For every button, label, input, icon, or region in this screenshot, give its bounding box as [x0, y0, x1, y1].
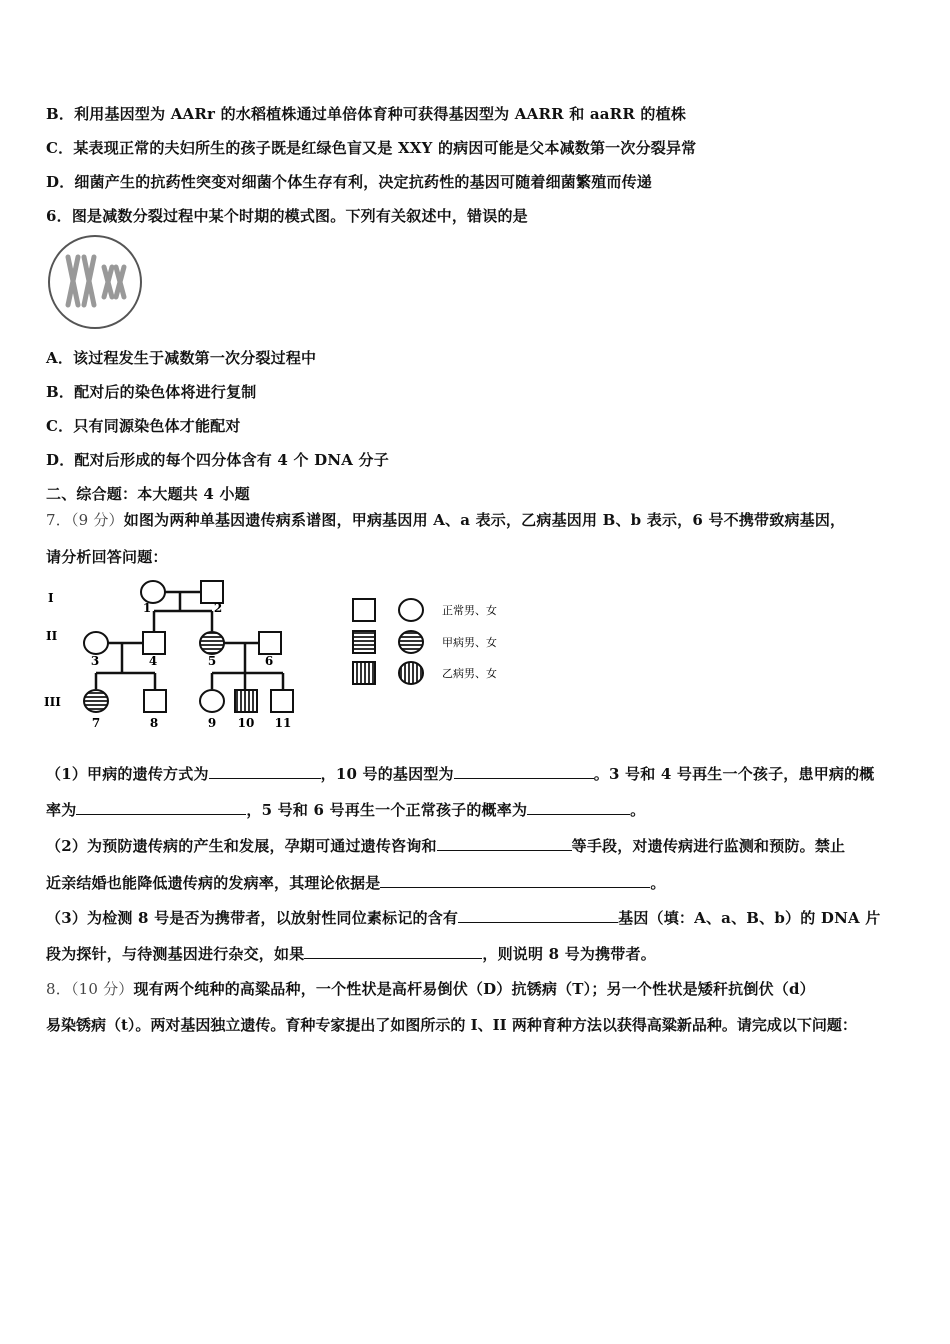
q5-option-c: C．某表现正常的夫妇所生的孩子既是红绿色盲又是 XXY 的病因可能是父本减数第一次分裂异常: [46, 139, 697, 157]
text-segment: 8．（10 分）: [46, 980, 134, 998]
q7-part1-line2: [46, 799, 645, 820]
text-segment: 等手段，对遗传病进行监测和预防。禁止: [571, 837, 846, 855]
q7-part3-line2: [46, 943, 656, 964]
id-label: 3: [90, 654, 100, 668]
legend-disease-b: 乙病男、女: [442, 667, 497, 680]
text-segment: （3）为检测 8 号是否为携带者，以放射性同位素标记的含有: [46, 909, 459, 927]
gen-label: II: [46, 629, 58, 643]
answer-blank[interactable]: [437, 836, 572, 851]
text-segment: 。: [630, 801, 646, 819]
individual-2: [201, 581, 223, 603]
text-segment: 。: [650, 874, 666, 892]
section-heading: 二、综合题：本大题共 4 小题: [46, 485, 250, 503]
text-segment: 如图为两种单基因遗传病系谱图，甲病基因用 A、a 表示，乙病基因用 B、b 表示，6 号不携带致病基因，: [123, 511, 846, 529]
id-label: 7: [91, 716, 101, 730]
individual-4: [143, 632, 165, 654]
text-segment: （1）甲病的遗传方式为: [46, 765, 209, 783]
id-label: 1: [142, 601, 152, 615]
individual-11: [271, 690, 293, 712]
text-segment: 基因（填：A、a、B、b）的 DNA 片: [618, 909, 881, 927]
q6-option-c: C．只有同源染色体才能配对: [46, 417, 241, 435]
id-label: 9: [207, 716, 217, 730]
legend-normal: 正常男、女: [442, 604, 497, 617]
q7-stem-cont: 请分析回答问题：: [46, 548, 168, 566]
q8-stem-cont: 易染锈病（t）。两对基因独立遗传。育种专家提出了如图所示的 I、II 两种育种方法以获得高粱新品种。请完成以下问题：: [46, 1016, 857, 1034]
text-segment: 率为: [46, 801, 77, 819]
q6-option-a: A．该过程发生于减数第一次分裂过程中: [46, 349, 317, 367]
individual-5: [200, 632, 224, 654]
q6-stem: 6．图是减数分裂过程中某个时期的模式图。下列有关叙述中，错误的是: [46, 207, 528, 225]
answer-blank[interactable]: [209, 764, 321, 779]
text-segment: ，则说明 8 号为携带者。: [482, 945, 656, 963]
gen-label: III: [44, 695, 61, 709]
text-segment: 7．（9 分）: [46, 511, 124, 529]
id-label: 4: [148, 654, 158, 668]
id-label: 5: [207, 654, 217, 668]
individual-8: [144, 690, 166, 712]
individual-10: [235, 690, 257, 712]
answer-blank[interactable]: [527, 800, 630, 815]
text-segment: ，10 号的基因型为: [320, 765, 454, 783]
individual-7: [84, 690, 108, 712]
q7-part2-line1: [46, 835, 845, 856]
individual-1: [141, 581, 165, 603]
text-segment: ，5 号和 6 号再生一个正常孩子的概率为: [246, 801, 528, 819]
text-segment: 现有两个纯种的高粱品种，一个性状是高杆易倒伏（D）抗锈病（T）；另一个性状是矮秆抗倒伏（d）: [133, 980, 815, 998]
q7-part3-line1: [46, 907, 880, 928]
answer-blank[interactable]: [76, 800, 246, 815]
q8-stem: [46, 978, 815, 999]
generation-labels: [44, 591, 61, 709]
q5-option-d: D．细菌产生的抗药性突变对细菌个体生存有利，决定抗药性的基因可随着细菌繁殖而传递: [46, 173, 653, 191]
id-label: 8: [149, 716, 159, 730]
answer-blank[interactable]: [380, 873, 650, 888]
answer-blank[interactable]: [454, 764, 594, 779]
pedigree-chart: [40, 572, 520, 737]
text-segment: 段为探针，与待测基因进行杂交，如果: [46, 945, 305, 963]
id-label: 6: [264, 654, 274, 668]
answer-blank[interactable]: [304, 944, 482, 959]
text-segment: 。3 号和 4 号再生一个孩子，患甲病的概: [593, 765, 875, 783]
individual-3: [84, 632, 108, 654]
individual-6: [259, 632, 281, 654]
individual-9: [200, 690, 224, 712]
q5-option-b: B．利用基因型为 AARr 的水稻植株通过单倍体育种可获得基因型为 AARR 和 aaRR 的植株: [46, 105, 687, 123]
id-label: 11: [274, 716, 292, 730]
q6-option-b: B．配对后的染色体将进行复制: [46, 383, 257, 401]
q7-part2-line2: [46, 872, 666, 893]
q6-option-d: D．配对后形成的每个四分体含有 4 个 DNA 分子: [46, 451, 389, 469]
text-segment: 近亲结婚也能降低遗传病的发病率，其理论依据是: [46, 874, 381, 892]
q7-stem: [46, 509, 845, 530]
meiosis-figure: [46, 235, 146, 330]
answer-blank[interactable]: [458, 908, 618, 923]
text-segment: （2）为预防遗传病的产生和发展，孕期可通过遗传咨询和: [46, 837, 437, 855]
gen-label: I: [48, 591, 54, 605]
id-label: 10: [237, 716, 255, 730]
legend-disease-a: 甲病男、女: [442, 636, 497, 649]
q7-part1-line1: [46, 763, 875, 784]
pedigree-legend: [353, 599, 423, 684]
id-label: 2: [213, 601, 223, 615]
